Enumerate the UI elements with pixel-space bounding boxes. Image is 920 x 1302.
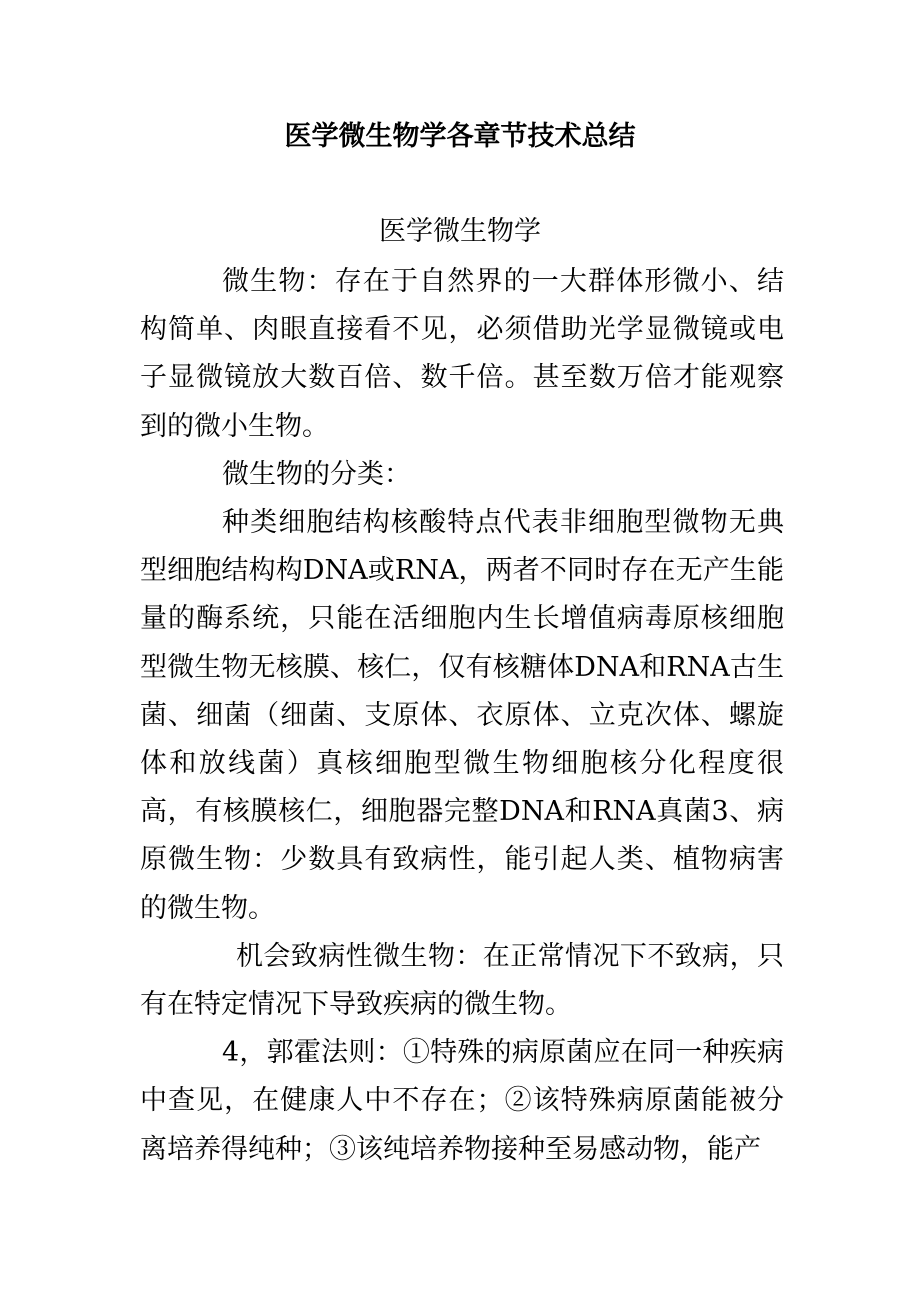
document-title: 医学微生物学各章节技术总结 <box>284 121 636 152</box>
paragraph-opportunistic-pathogen: 机会致病性微生物：在正常情况下不致病，只有在特定情况下导致疾病的微生物。 <box>140 940 784 1021</box>
paragraph-koch-postulates: 4，郭霍法则：①特殊的病原菌应在同一种疾病中查见，在健康人中不存在；②该特殊病原菌能被分离培养得纯种；③该纯培养物接种至易感动物，能产 <box>140 1037 784 1165</box>
document-subtitle: 医学微生物学 <box>379 216 541 247</box>
document-body <box>140 258 784 1174</box>
paragraph-classification-heading: 微生物的分类： <box>222 458 411 490</box>
paragraph-microorganism-definition: 微生物：存在于自然界的一大群体形微小、结构简单、肉眼直接看不见，必须借助光学显微镜或电子显微镜放大数百倍、数千倍。甚至数万倍才能观察到的微小生物。 <box>140 266 784 442</box>
paragraph-classification-table-text: 种类细胞结构核酸特点代表非细胞型微物无典型细胞结构构DNA或RNA，两者不同时存在无产生能量的酶系统，只能在活细胞内生长增值病毒原核细胞型微生物无核膜、核仁，仅有核糖体DNA和RNA古生菌、细菌（细菌、支原体、衣原体、立克次体、螺旋体和放线菌）真核细胞型微生物细胞核分化程度很高，有核膜核仁，细胞器完整DNA和RNA真菌3、病原微生物：少数具有致病性，能引起人类、植物病害的微生物。 <box>140 507 784 924</box>
